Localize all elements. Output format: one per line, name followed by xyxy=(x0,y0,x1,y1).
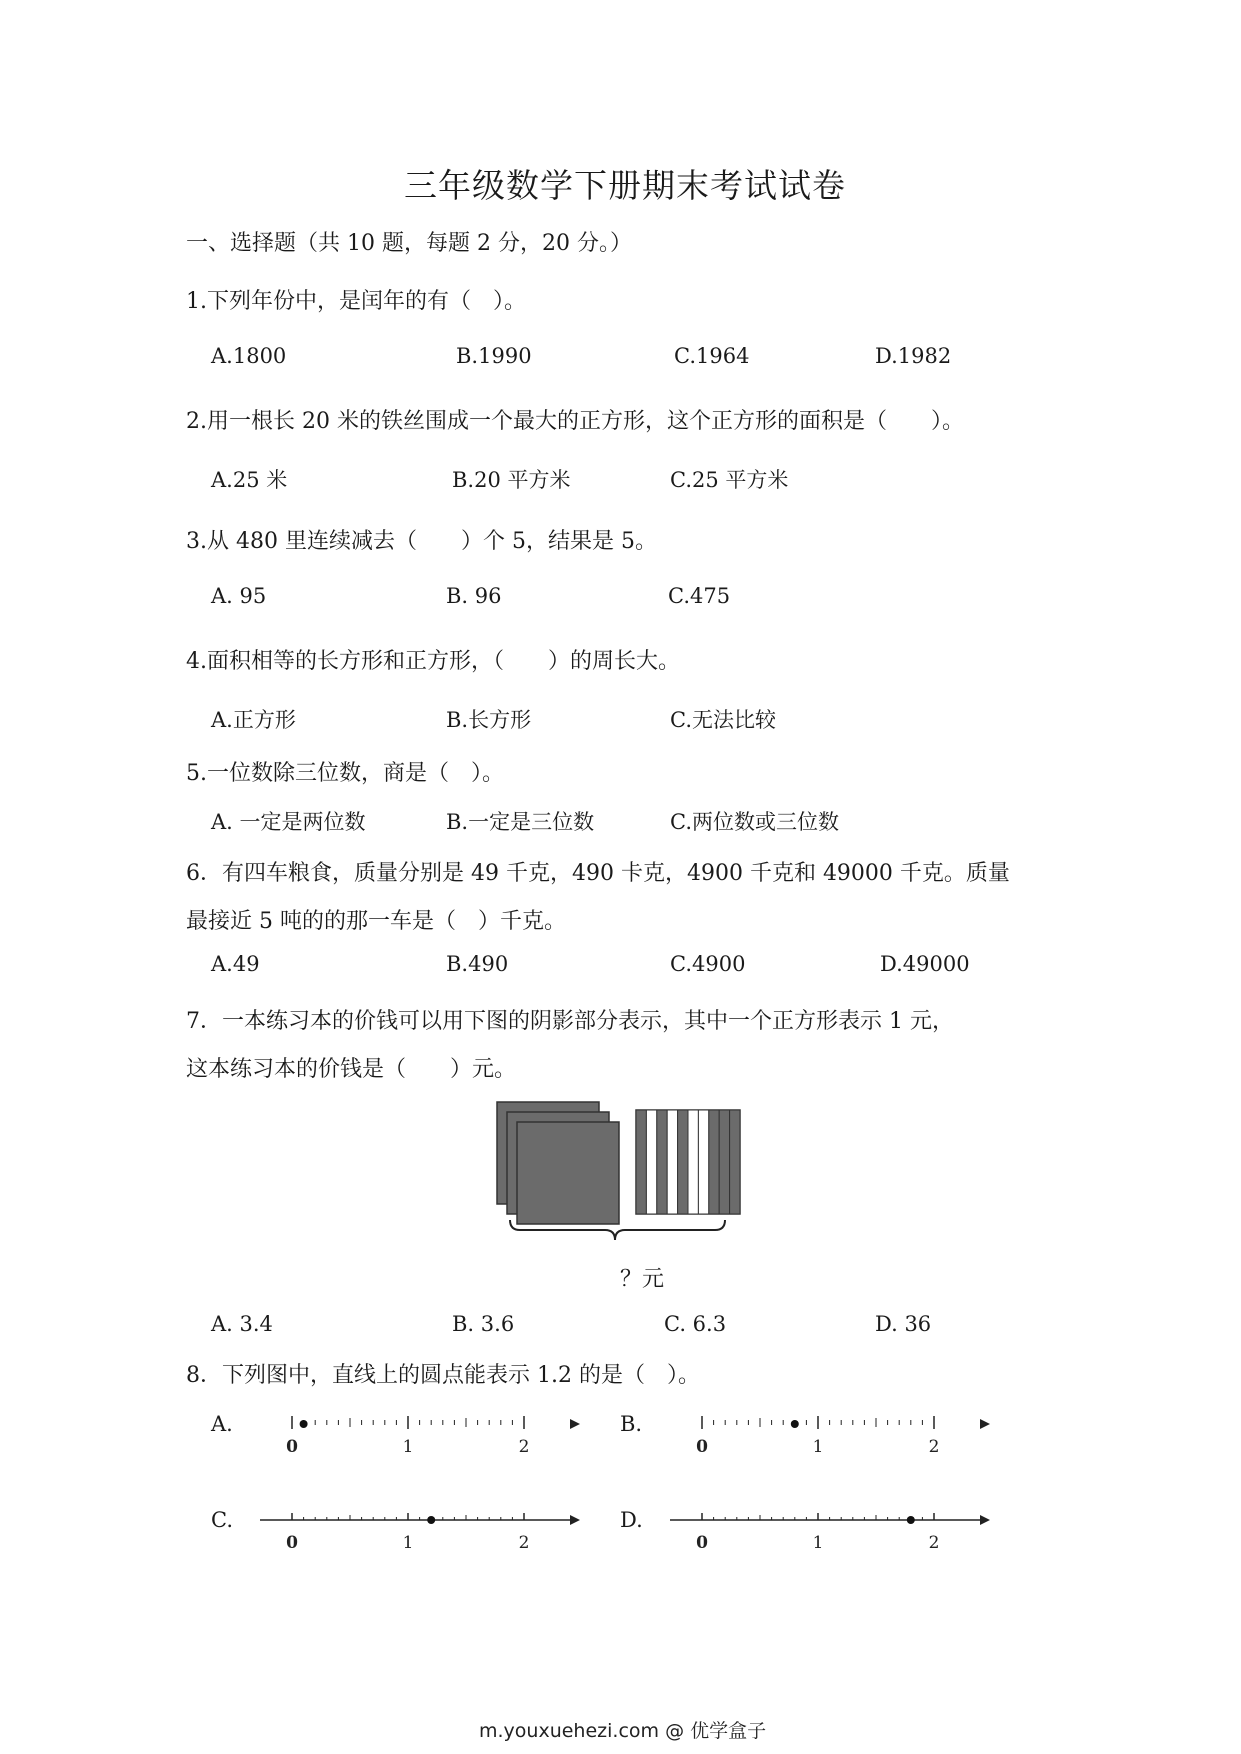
whole-square-3 xyxy=(517,1122,619,1224)
tick-label-0: 0 xyxy=(286,1437,298,1457)
tick-label-2: 2 xyxy=(928,1437,940,1457)
question-8-stem: 8．下列图中，直线上的圆点能表示 1.2 的是（ ）。 xyxy=(186,1363,700,1388)
tick-label-1: 1 xyxy=(812,1533,824,1553)
tick-label-0: 0 xyxy=(696,1437,708,1457)
number-line-dot xyxy=(427,1516,435,1524)
q8-option-a-label: A. xyxy=(211,1412,233,1436)
number-line-dot xyxy=(300,1420,308,1428)
tick-label-0: 0 xyxy=(286,1533,298,1553)
tick-label-2: 2 xyxy=(928,1533,940,1553)
q5-option-b: B.一定是三位数 xyxy=(446,810,595,834)
tick-label-2: 2 xyxy=(518,1533,530,1553)
q7-option-b: B. 3.6 xyxy=(452,1312,515,1336)
question-7-stem-line-1: 7．一本练习本的价钱可以用下图的阴影部分表示，其中一个正方形表示 1 元， xyxy=(186,1009,954,1034)
question-2-stem: 2.用一根长 20 米的铁丝围成一个最大的正方形，这个正方形的面积是（ ）。 xyxy=(186,409,964,434)
q6-option-d: D.49000 xyxy=(880,952,970,976)
number-line-d xyxy=(660,1502,1010,1562)
question-7-stem-line-2: 这本练习本的价钱是（ ）元。 xyxy=(186,1057,517,1082)
q3-option-a: A. 95 xyxy=(211,584,267,608)
axis-arrow xyxy=(570,1419,580,1429)
question-4-stem: 4.面积相等的长方形和正方形，（ ）的周长大。 xyxy=(186,649,680,674)
tenth-strip-2 xyxy=(646,1110,656,1214)
tenth-strip-1 xyxy=(636,1110,646,1214)
tenth-strip-9 xyxy=(719,1110,729,1214)
tenth-strip-3 xyxy=(657,1110,667,1214)
number-line-a xyxy=(250,1406,600,1466)
question-6-stem-line-1: 6．有四车粮食，质量分别是 49 千克，490 卡克，4900 千克和 49000 千克。质量 xyxy=(186,861,1010,886)
tenth-strip-5 xyxy=(678,1110,688,1214)
q4-option-c: C.无法比较 xyxy=(670,708,776,732)
q1-option-a: A.1800 xyxy=(211,344,287,368)
tenth-strip-6 xyxy=(688,1110,698,1214)
footer-watermark: m.youxuehezi.com @ 优学盒子 xyxy=(479,1720,767,1742)
axis-arrow xyxy=(980,1515,990,1525)
q6-option-c: C.4900 xyxy=(670,952,746,976)
price-figure xyxy=(490,1100,750,1240)
axis-arrow xyxy=(980,1419,990,1429)
q3-option-c: C.475 xyxy=(668,584,731,608)
q1-option-b: B.1990 xyxy=(456,344,532,368)
q2-option-b: B.20 平方米 xyxy=(452,468,571,492)
number-line-dot xyxy=(907,1516,915,1524)
q6-option-b: B.490 xyxy=(446,952,509,976)
whole-squares xyxy=(497,1102,619,1224)
tick-label-1: 1 xyxy=(402,1533,414,1553)
tick-label-0: 0 xyxy=(696,1533,708,1553)
figure-label: ？元 xyxy=(620,1267,665,1292)
q1-option-c: C.1964 xyxy=(674,344,750,368)
tick-label-1: 1 xyxy=(812,1437,824,1457)
tenths-rectangle xyxy=(636,1110,740,1214)
q4-option-a: A.正方形 xyxy=(211,708,296,732)
number-line-b xyxy=(660,1406,1010,1466)
tenth-strip-10 xyxy=(730,1110,740,1214)
q4-option-b: B.长方形 xyxy=(446,708,532,732)
q8-option-c-label: C. xyxy=(211,1508,233,1532)
question-3-stem: 3.从 480 里连续减去（ ）个 5，结果是 5。 xyxy=(186,529,657,554)
tenth-strip-4 xyxy=(667,1110,677,1214)
question-6-stem-line-2: 最接近 5 吨的的那一车是（ ）千克。 xyxy=(186,909,566,934)
question-1-stem: 1.下列年份中，是闰年的有（ ）。 xyxy=(186,289,526,314)
q8-option-b-label: B. xyxy=(620,1412,643,1436)
q2-option-a: A.25 米 xyxy=(211,468,288,492)
axis-arrow xyxy=(570,1515,580,1525)
q7-option-a: A. 3.4 xyxy=(211,1312,273,1336)
q5-option-c: C.两位数或三位数 xyxy=(670,810,839,834)
q6-option-a: A.49 xyxy=(211,952,260,976)
number-line-c xyxy=(250,1502,600,1562)
tenth-strip-8 xyxy=(709,1110,719,1214)
q1-option-d: D.1982 xyxy=(875,344,952,368)
q5-option-a: A. 一定是两位数 xyxy=(211,810,366,834)
tick-label-2: 2 xyxy=(518,1437,530,1457)
section-heading: 一、选择题（共 10 题，每题 2 分，20 分。） xyxy=(186,231,632,256)
q3-option-b: B. 96 xyxy=(446,584,502,608)
tick-label-1: 1 xyxy=(402,1437,414,1457)
page-title: 三年级数学下册期末考试试卷 xyxy=(404,166,846,205)
question-5-stem: 5.一位数除三位数，商是（ ）。 xyxy=(186,761,504,786)
q7-option-d: D. 36 xyxy=(875,1312,932,1336)
tenth-strip-7 xyxy=(698,1110,708,1214)
number-line-dot xyxy=(791,1420,799,1428)
q8-option-d-label: D. xyxy=(620,1508,643,1532)
q2-option-c: C.25 平方米 xyxy=(670,468,789,492)
q7-option-c: C. 6.3 xyxy=(664,1312,727,1336)
